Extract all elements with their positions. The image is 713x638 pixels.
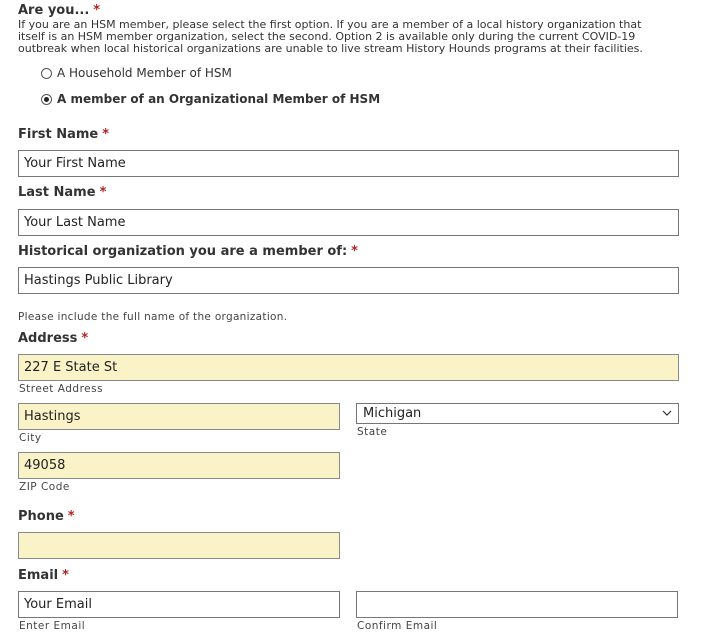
confirm-email-input[interactable] xyxy=(356,591,678,618)
state-sublabel: State xyxy=(357,426,388,438)
required-marker: * xyxy=(67,509,75,524)
zip-code-sublabel: ZIP Code xyxy=(19,481,70,493)
chevron-down-icon xyxy=(662,408,672,419)
required-marker: * xyxy=(93,3,101,18)
are-you-label-text: Are you... xyxy=(18,3,90,18)
required-marker: * xyxy=(62,568,69,583)
email-placeholder: Your Email xyxy=(24,597,92,612)
required-marker: * xyxy=(102,127,110,142)
email-label xyxy=(18,568,69,583)
organization-help-text: Please include the full name of the organization. xyxy=(18,311,288,323)
state-select[interactable] xyxy=(356,403,679,424)
required-marker: * xyxy=(81,331,89,346)
are-you-description: If you are an HSM member, please select the first option. If you are a member of a local history organization that itself is an HSM member organization, select the second. Option 2 is available only during the current COVID-19 outbreak when local historical organizations are unable to live stream History Hounds programs at their facilities. xyxy=(18,18,643,55)
first-name-input[interactable] xyxy=(18,150,679,177)
confirm-email-sublabel: Confirm Email xyxy=(357,620,438,632)
radio-button-organizational[interactable] xyxy=(41,94,52,105)
radio-label-organizational: A member of an Organizational Member of HSM xyxy=(57,92,381,106)
radio-option-organizational[interactable] xyxy=(41,92,380,106)
required-marker: * xyxy=(351,244,358,259)
first-name-label-text: First Name xyxy=(18,127,99,142)
city-input[interactable] xyxy=(18,403,340,430)
phone-label-text: Phone xyxy=(18,509,64,524)
zip-code-input[interactable] xyxy=(18,452,340,479)
street-address-value: 227 E State St xyxy=(24,360,118,375)
email-sublabel: Enter Email xyxy=(19,620,86,632)
radio-option-household[interactable] xyxy=(41,66,232,80)
address-label-text: Address xyxy=(18,331,78,346)
email-input[interactable] xyxy=(18,591,340,618)
radio-button-household[interactable] xyxy=(41,68,52,79)
city-value: Hastings xyxy=(24,409,81,424)
radio-label-household: A Household Member of HSM xyxy=(57,66,232,80)
first-name-label xyxy=(18,127,109,142)
street-address-sublabel: Street Address xyxy=(19,383,104,395)
last-name-label xyxy=(18,185,106,200)
organization-input[interactable] xyxy=(18,267,679,294)
state-value: Michigan xyxy=(363,406,422,421)
city-sublabel: City xyxy=(19,432,42,444)
phone-label xyxy=(18,509,75,524)
are-you-label xyxy=(18,3,100,18)
last-name-label-text: Last Name xyxy=(18,185,96,200)
last-name-placeholder: Your Last Name xyxy=(24,215,126,230)
first-name-placeholder: Your First Name xyxy=(24,156,126,171)
required-marker: * xyxy=(99,185,107,200)
organization-label-text: Historical organization you are a member of: xyxy=(18,244,348,259)
address-label xyxy=(18,331,88,346)
last-name-input[interactable] xyxy=(18,209,679,236)
email-label-text: Email xyxy=(18,568,59,583)
organization-value: Hastings Public Library xyxy=(24,273,173,288)
street-address-input[interactable] xyxy=(18,354,679,381)
zip-code-value: 49058 xyxy=(24,458,66,473)
organization-label xyxy=(18,244,358,259)
phone-input[interactable] xyxy=(18,532,340,559)
